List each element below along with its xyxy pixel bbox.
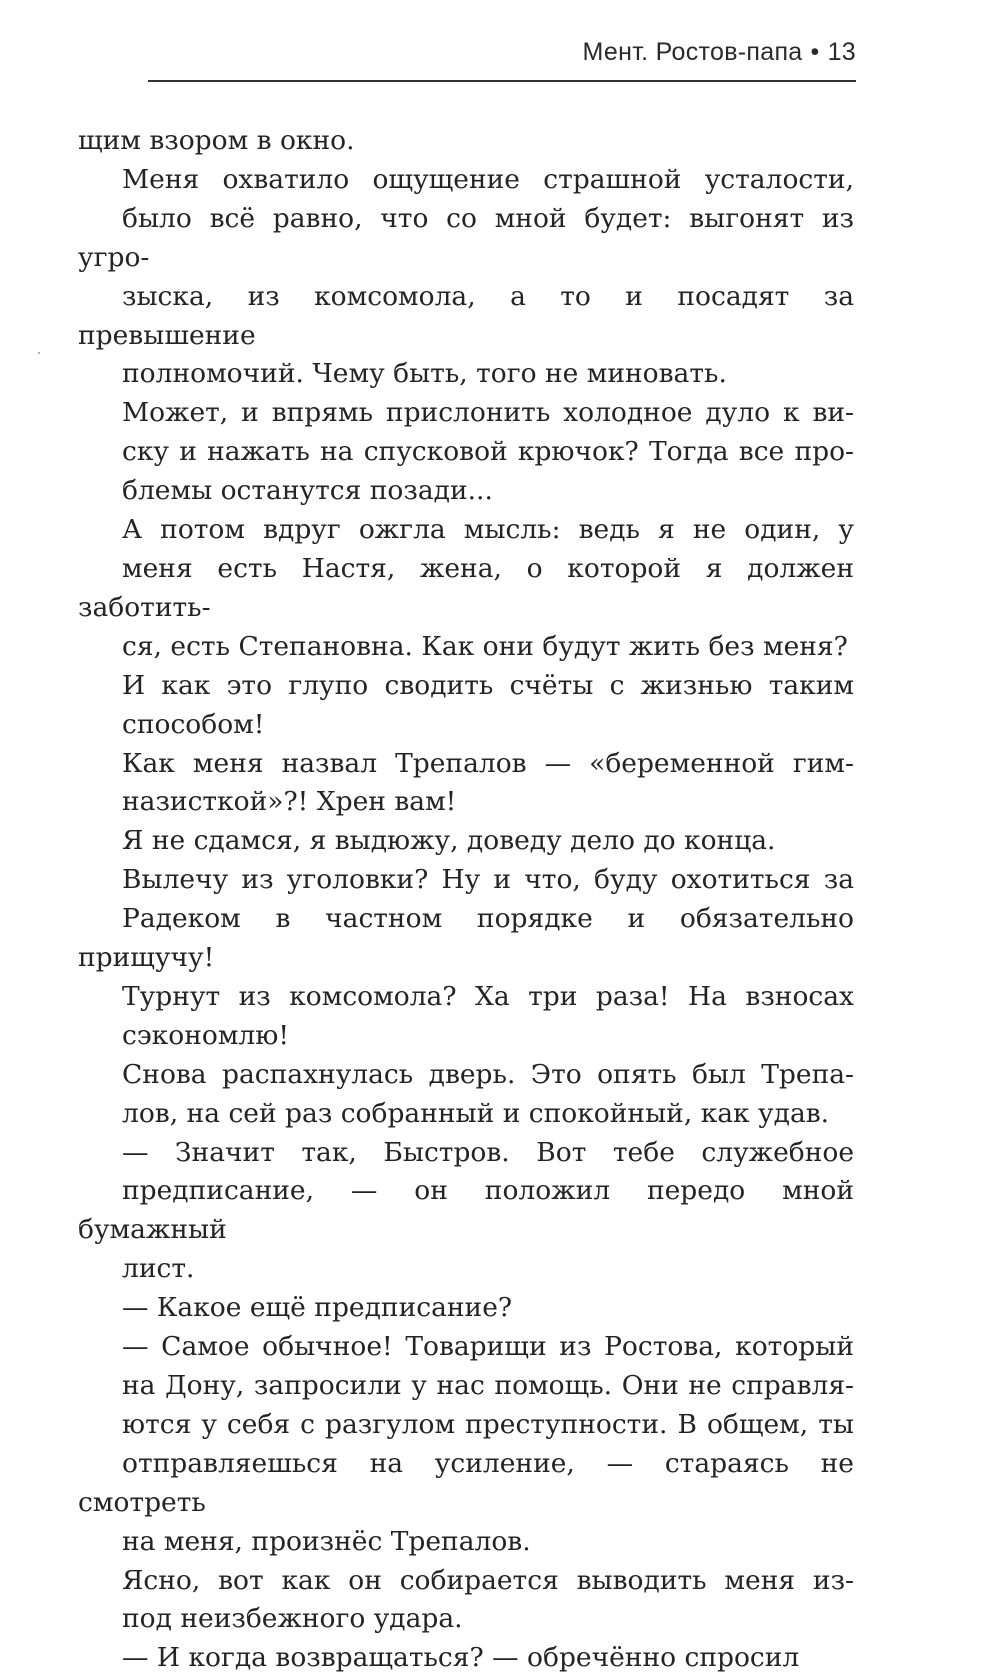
text-line: ся, есть Степановна. Как они будут жить без меня?: [122, 630, 848, 662]
text-line: Меня охватило ощущение страшной усталости,: [122, 163, 854, 195]
paragraph: [78, 745, 854, 823]
text-line: щим взором в окно.: [78, 125, 355, 156]
text-line: Радеком в частном порядке и обязательно прищучу!: [78, 903, 854, 974]
header-separator: •: [810, 38, 820, 66]
text-line: — Самое обычное! Товарищи из Ростова, который: [122, 1331, 854, 1363]
paragraph: [78, 1134, 854, 1290]
paragraph: [78, 394, 854, 511]
text-line: — Какое ещё предписание?: [122, 1292, 513, 1324]
paragraph: [78, 1056, 854, 1134]
text-line: Ясно, вот как он собирается выводить меня из-: [122, 1564, 854, 1596]
text-line: зыска, из комсомола, а то и посадят за превышение: [78, 280, 854, 351]
text-line: лов, на сей раз собранный и спокойный, как удав.: [122, 1097, 830, 1129]
text-line: Может, и впрямь прислонить холодное дуло к ви-: [122, 397, 854, 429]
text-line: способом!: [122, 708, 265, 740]
text-line: Снова распахнулась дверь. Это опять был Трепа-: [122, 1058, 854, 1090]
text-line: предписание, — он положил передо мной бумажный: [78, 1175, 854, 1246]
paragraph: [78, 822, 854, 861]
text-line: полномочий. Чему быть, того не миновать.: [122, 358, 727, 390]
paragraph: [78, 1328, 854, 1561]
paragraph: [78, 511, 854, 667]
paragraph: [78, 1562, 854, 1640]
paragraph: [78, 122, 854, 161]
text-line: меня есть Настя, жена, о которой я должен заботить-: [78, 552, 854, 623]
text-line: блемы останутся позади...: [122, 475, 493, 507]
text-line: было всё равно, что со мной будет: выгонят из угро-: [78, 202, 854, 273]
text-line: назисткой»?! Хрен вам!: [122, 786, 457, 818]
text-line: под неизбежного удара.: [122, 1603, 463, 1635]
text-line: И как это глупо сводить счёты с жизнью таким: [122, 669, 854, 701]
paragraph: [78, 1639, 854, 1678]
text-line: — Значит так, Быстров. Вот тебе служебное: [122, 1136, 854, 1168]
body-text: [78, 122, 854, 1678]
text-line: Я не сдамся, я выдюжу, доведу дело до конца.: [122, 825, 776, 857]
running-header: [148, 38, 856, 82]
text-line: отправляешься на усиление, — стараясь не смотреть: [78, 1447, 854, 1518]
page-number: 13: [827, 38, 856, 66]
text-line: Вылечу из уголовки? Ну и что, буду охотиться за: [122, 864, 854, 896]
scan-speck: [38, 352, 40, 354]
book-title: Мент. Ростов-папа: [582, 38, 803, 66]
text-line: Турнут из комсомола? Ха три раза! На взносах: [122, 980, 854, 1012]
text-line: сэкономлю!: [122, 1019, 289, 1051]
text-line: — И когда возвращаться? — обречённо спросил: [122, 1642, 800, 1674]
paragraph: [78, 978, 854, 1056]
paragraph: [78, 667, 854, 745]
text-line: А потом вдруг ожгла мысль: ведь я не один, у: [122, 514, 854, 546]
paragraph: [78, 1289, 854, 1328]
text-line: ются у себя с разгулом преступности. В общем, ты: [122, 1408, 854, 1440]
text-line: ску и нажать на спусковой крючок? Тогда все про-: [122, 436, 854, 468]
text-line: лист.: [122, 1253, 195, 1285]
paragraph: [78, 161, 854, 394]
text-line: на Дону, запросили у нас помощь. Они не справля-: [122, 1370, 854, 1401]
paragraph: [78, 861, 854, 978]
text-line: на меня, произнёс Трепалов.: [122, 1525, 531, 1557]
text-line: Как меня назвал Трепалов — «беременной гим-: [122, 747, 854, 779]
